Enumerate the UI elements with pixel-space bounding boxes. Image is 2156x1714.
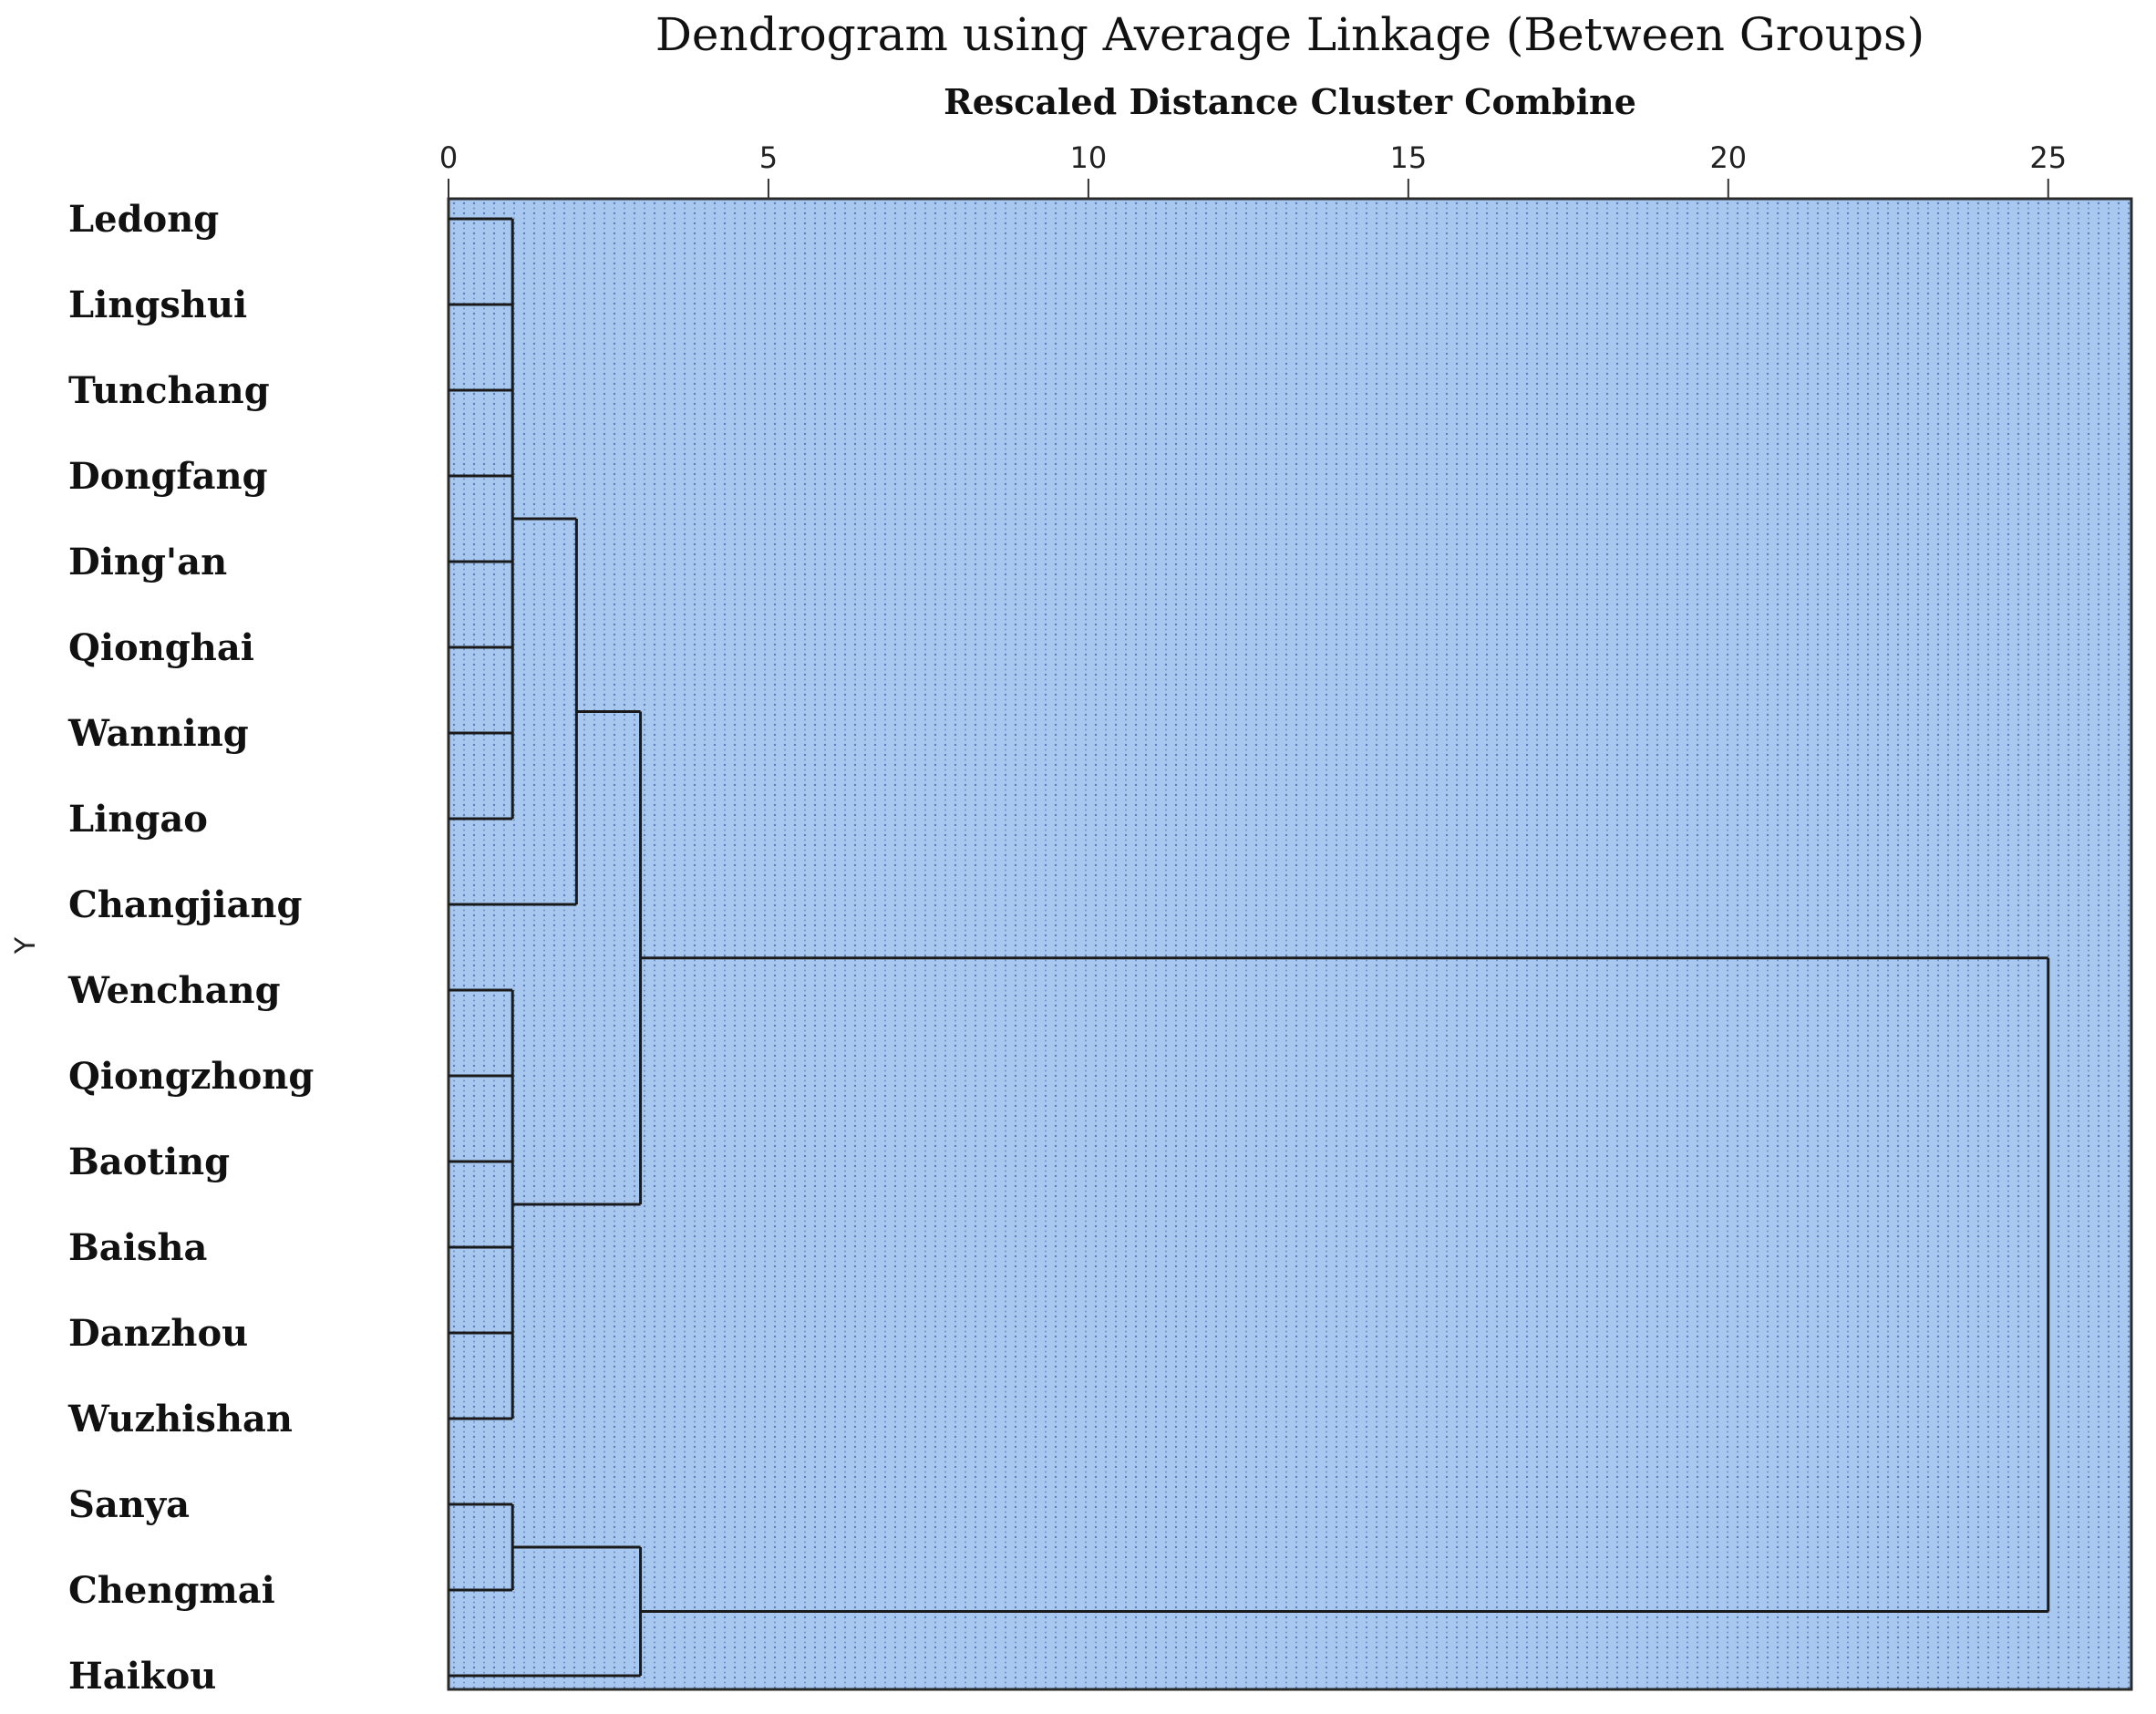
x-tick-label: 10 [1069, 140, 1108, 175]
leaf-label: Danzhou [68, 1312, 249, 1355]
leaf-label: Wuzhishan [68, 1398, 293, 1440]
y-axis-label: Y [10, 936, 42, 955]
leaf-label: Tunchang [68, 369, 270, 412]
x-tick-label: 15 [1389, 140, 1428, 175]
chart-title: Dendrogram using Average Linkage (Between Groups) [655, 8, 1925, 61]
leaf-label: Wenchang [68, 969, 281, 1012]
plot-texture [449, 199, 2131, 1689]
leaf-label: Baoting [68, 1141, 231, 1183]
leaf-label: Qiongzhong [68, 1055, 315, 1098]
x-tick-label: 20 [1709, 140, 1748, 175]
leaf-label: Dongfang [68, 455, 268, 498]
leaf-labels [67, 198, 314, 1698]
leaf-label: Lingao [68, 798, 208, 841]
x-tick-label: 5 [758, 140, 779, 175]
plot-area [449, 199, 2131, 1689]
leaf-label: Qionghai [68, 626, 254, 669]
leaf-label: Ledong [68, 198, 220, 241]
leaf-label: Changjiang [68, 883, 303, 926]
leaf-label: Lingshui [68, 284, 248, 326]
leaf-label: Haikou [68, 1655, 217, 1698]
leaf-label: Wanning [68, 712, 249, 755]
leaf-label: Ding'an [68, 541, 228, 583]
leaf-label: Baisha [68, 1226, 208, 1269]
chart-subtitle: Rescaled Distance Cluster Combine [944, 81, 1636, 122]
leaf-label: Sanya [68, 1483, 191, 1526]
x-tick-label: 25 [2029, 140, 2068, 175]
x-axis-ticks [439, 140, 2067, 199]
x-tick-label: 0 [438, 140, 459, 175]
leaf-label: Chengmai [68, 1569, 275, 1612]
